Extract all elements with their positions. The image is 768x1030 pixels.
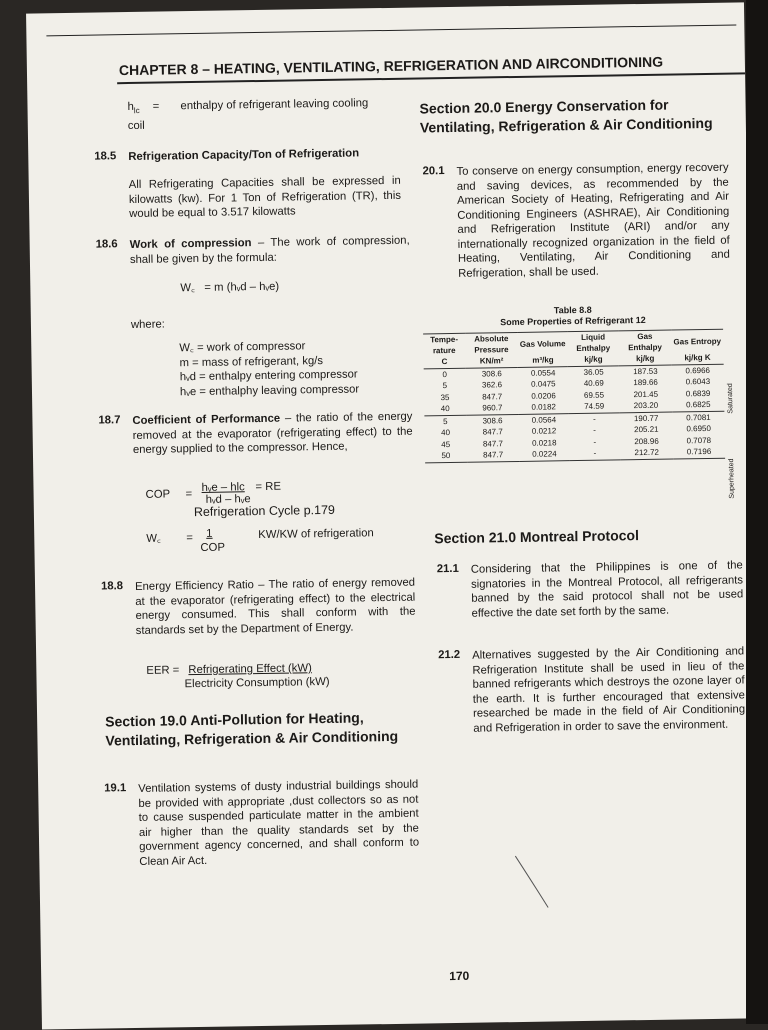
section-18-5-title: Refrigeration Capacity/Ton of Refrigeration — [128, 147, 360, 164]
table-cell: 0.6950 — [686, 424, 711, 434]
section-21-heading: Section 21.0 Montreal Protocol — [434, 527, 640, 547]
section-20-heading: Section 20.0 Energy Conservation for Ventilating, Refrigeration & Air Conditioning — [419, 96, 713, 136]
section-19-1-body: Ventilation systems of dusty industrial buildings should be provided with appropriate ,dust collectors so as not to cause suspended particulate matter in the ambient air higher than the quality standards set by the government agency concerned, and shall conform to Clean Air Act. — [138, 778, 420, 868]
table-cell: 0.6966 — [685, 365, 711, 376]
table-header: Gas Volume — [518, 332, 568, 355]
table-header: Gas Enthalpy — [618, 330, 671, 353]
hlc-equals: = — [152, 100, 160, 113]
pen-stroke — [513, 853, 554, 914]
hlc-subscript: lc — [133, 106, 140, 116]
cop-label: COP — [145, 488, 171, 501]
refrigerant-table-wrap — [423, 329, 736, 499]
table-cell: 36.05 — [583, 367, 604, 377]
table-cell: 847.7 — [482, 438, 504, 449]
chapter-title: CHAPTER 8 – HEATING, VENTILATING, REFRIGERATION AND AIRCONDITIONING — [118, 53, 664, 79]
hlc-definition-text-2: coil — [127, 119, 145, 132]
where-item: W꜀ = work of compressor — [179, 340, 306, 355]
table-cell: 5 — [442, 381, 448, 391]
cop-equals: = — [185, 488, 193, 501]
table-cell: 0.0218 — [531, 438, 557, 448]
table-cell: - — [593, 425, 596, 436]
section-20-1-body: To conserve on energy consumption, energy recovery and saving devices, as recommended by the American Society of Heating, Refrigerating and Air Conditioning Engineers (ASHRAE), Air Conditioning and Refrigeration Institute (ARI) and/or any internationally recognized organization in the field of Heating, Ventilating, Air Conditioning and Refrigeration, shall be used. — [456, 161, 731, 280]
table-cell: 35 — [440, 392, 450, 402]
eer-numerator: Refrigerating Effect (kW) — [188, 662, 312, 677]
table-cell: 208.96 — [634, 436, 659, 446]
table-cell: 5 — [424, 415, 466, 428]
wc2-denominator: COP — [200, 541, 226, 554]
table-cell: 203.20 — [633, 401, 659, 411]
section-18-7-number: 18.7 — [98, 414, 121, 427]
section-21-1-number: 21.1 — [436, 562, 459, 576]
table-cell: 0.6043 — [685, 377, 711, 387]
eer-denominator: Electricity Consumption (kW) — [184, 675, 330, 691]
section-21-1-body: Considering that the Philippines is one of the signatories in the Montreal Protocol, all refrigerants banned by the said protocol shall not be used effective the date set forth by the same. — [470, 559, 744, 620]
page-number: 170 — [449, 968, 470, 984]
table-cell: 847.7 — [482, 427, 503, 437]
table-unit: C — [423, 356, 465, 369]
table-cell: 0.0206 — [531, 391, 556, 401]
table-unit: kj/kg K — [671, 352, 723, 365]
saturated-label: Saturated — [726, 383, 735, 414]
section-18-5-number: 18.5 — [94, 150, 117, 163]
document-page — [26, 2, 760, 1029]
table-title: Table 8.8 — [553, 304, 592, 316]
table-cell: - — [569, 412, 620, 425]
table-cell: 0.7081 — [672, 411, 724, 424]
page-shadow — [746, 0, 768, 1024]
section-18-6-paragraph — [130, 234, 410, 267]
eer-label: EER = — [146, 664, 180, 677]
wc2-equals: = — [186, 532, 194, 545]
table-cell: 960.7 — [482, 403, 503, 413]
table-cell: 0 — [442, 369, 447, 379]
where-item: m = mass of refrigerant, kg/s — [179, 354, 324, 369]
hlc-definition-text: enthalpy of refrigerant leaving cooling — [180, 97, 369, 113]
table-cell: 0.6839 — [685, 388, 711, 399]
table-cell: 190.77 — [620, 412, 673, 425]
table-cell: 205.21 — [634, 425, 659, 435]
table-cell: - — [569, 447, 620, 460]
table-cell: 74.59 — [584, 401, 605, 412]
section-19-heading: Section 19.0 Anti-Pollution for Heating, Ventilating, Refrigeration & Air Conditioning — [105, 709, 399, 749]
section-18-7-title: Coefficient of Performance — [132, 412, 281, 428]
table-unit: KN/m² — [465, 355, 518, 368]
table-subtitle: Some Properties of Refrigerant 12 — [500, 314, 646, 328]
table-cell: 308.6 — [481, 368, 502, 379]
section-18-6-body: – The work of compression, shall be given by the formula: — [129, 234, 410, 266]
table-unit: m³/kg — [518, 354, 568, 367]
section-21-2-body: Alternatives suggested by the Air Conditioning and Refrigeration Institute shall be used in lieu of the banned refrigerants which destroys the ozone layer of the earth. It is further encouraged that extensive researched be made in the field of Air Conditioning and Refrigeration in order to save the environment. — [472, 645, 746, 735]
section-21-2-number: 21.2 — [438, 648, 461, 662]
section-19-1-number: 19.1 — [104, 782, 127, 795]
table-cell: 0.0564 — [519, 413, 569, 426]
section-18-6-number: 18.6 — [95, 238, 118, 251]
table-cell: 0.0224 — [519, 448, 569, 461]
where-item: hᵥd = enthalpy entering compressor — [179, 368, 358, 384]
work-formula: W꜀ = m (hᵥd – hᵥe) — [180, 280, 280, 295]
table-cell: 0.0212 — [531, 426, 557, 436]
table-cell: 0.7196 — [673, 446, 725, 459]
wc2-unit: KW/KW of refrigeration — [258, 527, 374, 542]
section-18-7-paragraph — [132, 410, 413, 458]
table-cell: 0.0475 — [531, 379, 556, 390]
refrigerant-table — [423, 329, 725, 463]
table-cell: 201.45 — [633, 389, 659, 399]
table-header: Absolute Pressure — [465, 332, 518, 355]
cop-reference: Refrigeration Cycle p.179 — [193, 502, 336, 520]
where-label: where: — [130, 318, 165, 332]
table-header: Gas Entropy — [671, 329, 723, 352]
superheated-label: Superheated — [728, 458, 736, 499]
hlc-symbol: h — [127, 100, 134, 114]
table-cell: 50 — [425, 450, 467, 463]
table-header: Tempe-rature — [423, 333, 465, 356]
table-cell: 0.0182 — [531, 402, 557, 412]
table-unit: kj/kg — [619, 353, 672, 366]
table-cell: 40.69 — [583, 378, 604, 389]
section-20-1-number: 20.1 — [422, 165, 445, 178]
table-cell: 0.7078 — [686, 435, 712, 446]
table-cell: 45 — [441, 439, 451, 449]
section-18-5-body: All Refrigerating Capacities shall be expressed in kilowatts (kw). For 1 Ton of Refrigeration (TR), this would be equal to 3.517 kilowatts — [128, 174, 402, 221]
wc2-numerator: 1 — [206, 527, 213, 540]
table-cell: - — [593, 437, 597, 447]
where-list — [179, 338, 420, 400]
table-cell: 362.6 — [481, 380, 503, 390]
table-cell: 40 — [441, 428, 451, 438]
table-cell: 40 — [440, 404, 450, 414]
table-cell: 212.72 — [620, 447, 673, 460]
section-18-7-body: – the ratio of the energy removed at the evaporator (refrigerating effect) to the energy supplied to the compressor. Hence, — [132, 410, 413, 457]
section-18-8-number: 18.8 — [100, 580, 124, 593]
section-18-8-body: Energy Efficiency Ratio – The ratio of energy removed at the evaporator (refrigerating effect) to the electrical energy consumed. This shall conform with the standards set by the Department of Energy. — [134, 576, 416, 637]
table-cell: 69.55 — [583, 390, 605, 400]
table-cell: 847.7 — [482, 391, 503, 402]
table-cell: 308.6 — [466, 414, 519, 427]
table-header: Liquid Enthalpy — [568, 331, 619, 354]
top-rule — [46, 24, 736, 36]
table-cell: 0.6825 — [685, 400, 711, 410]
cop-result: = RE — [255, 480, 282, 494]
table-cell: 0.0554 — [530, 368, 556, 378]
where-item: hᵥe = enthalphy leaving compressor — [179, 382, 360, 398]
cop-numerator: hᵥe – hlc — [201, 481, 245, 494]
section-18-6-title: Work of compression — [129, 237, 252, 252]
wc2-label: W꜀ — [146, 532, 161, 545]
table-cell: 187.53 — [633, 366, 658, 376]
cop-denominator: hᵥd – hᵥe — [205, 493, 251, 506]
table-unit: kj/kg — [568, 353, 619, 366]
table-cell: 189.66 — [633, 378, 658, 388]
table-cell: 847.7 — [467, 449, 520, 462]
hlc-definition — [127, 95, 427, 133]
